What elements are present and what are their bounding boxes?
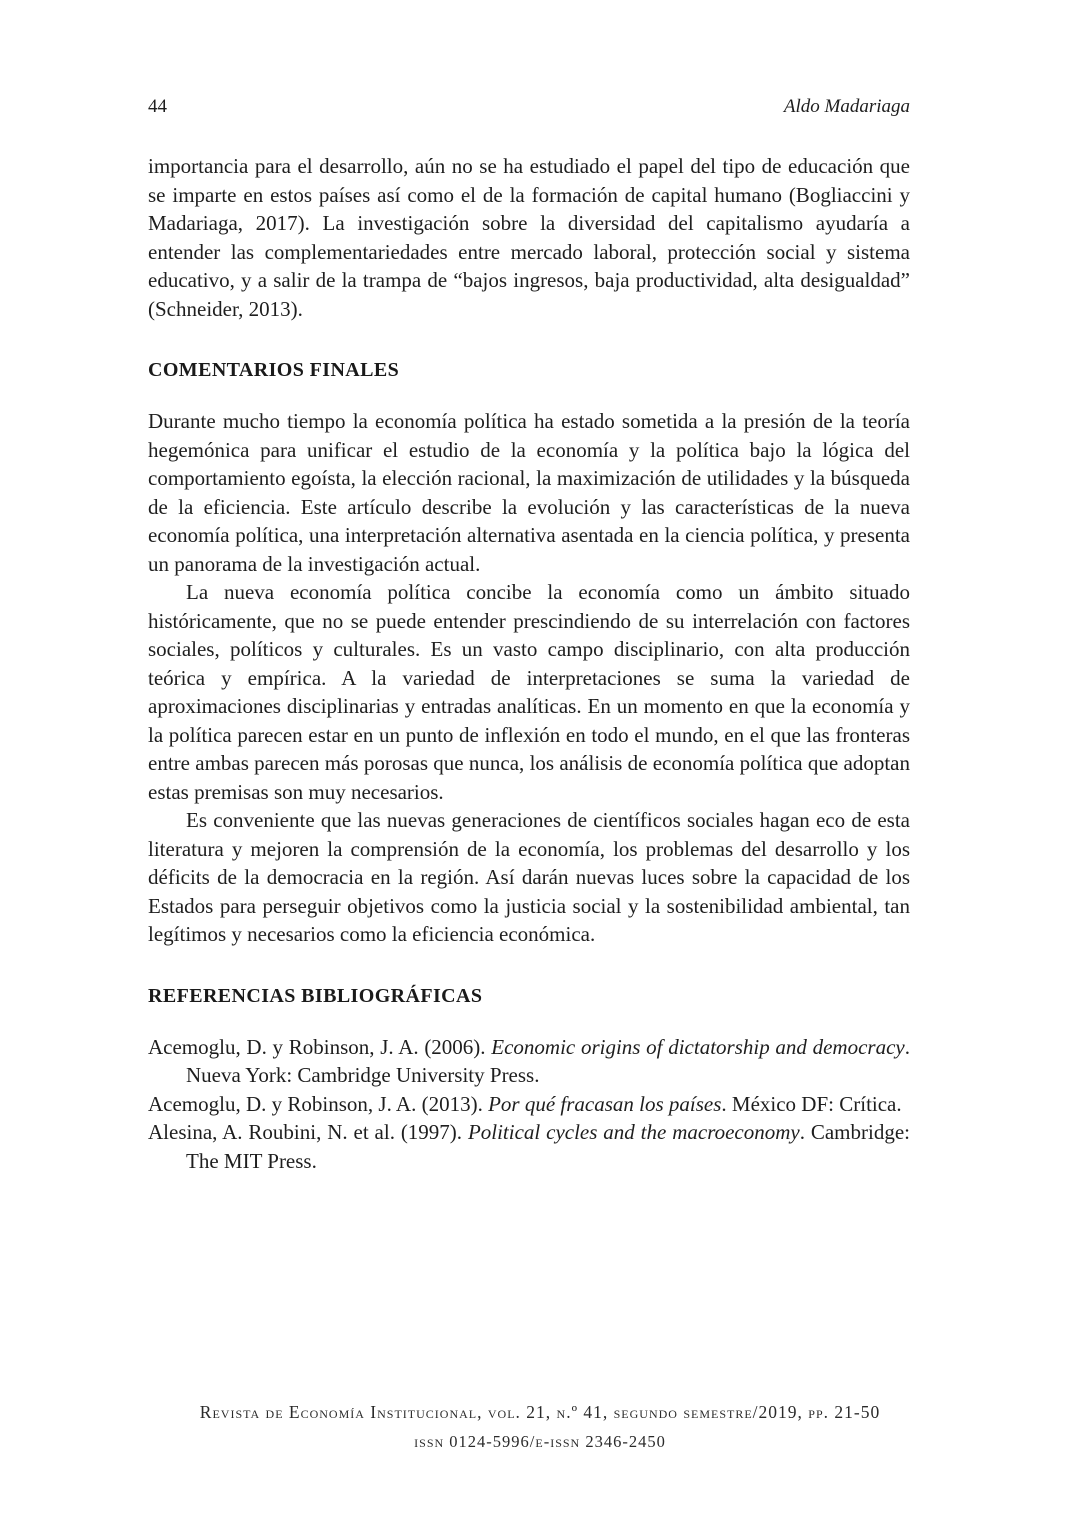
section-heading-comentarios-finales: COMENTARIOS FINALES xyxy=(148,359,400,381)
page-number: 44 xyxy=(148,96,167,117)
reference-authors-year: Alesina, A. Roubini, N. et al. (1997). xyxy=(148,1120,468,1144)
reference-publisher: . Nueva York: Cambridge University Press. xyxy=(186,1034,910,1087)
running-head: Aldo Madariaga xyxy=(783,96,910,117)
journal-info-line: Revista de Economía Institucional, vol. 21, n.º 41, segundo semestre/2019, pp. 21-50 xyxy=(199,1402,881,1422)
reference-title: Por qué fracasan los países xyxy=(488,1091,722,1116)
paragraph-final-comments-2: La nueva economía política concibe la economía como un ámbito situado históricamente, que no se puede entender prescindiendo de su interrelación con factores sociales, políticos y culturales. Es un vasto campo disciplinario, con alta producción teórica y empírica. A la variedad de interpretaciones se suma la variedad de aproximaciones disciplinarias y entradas analíticas. En un momento en que la economía y la política parecen estar en un punto de inflexión en todo el mundo, en el que las fronteras entre ambas parecen más porosas que nunca, los análisis de economía política que adoptan estas premisas son muy necesarios. xyxy=(148,580,910,804)
reference-title: Economic origins of dictatorship and democracy xyxy=(491,1034,905,1059)
intro-paragraph: importancia para el desarrollo, aún no se ha estudiado el papel del tipo de educación que se imparte en estos países así como el de la formación de capital humano (Bogliaccini y Madariaga, 2017). La investigación sobre la diversidad del capitalismo ayudaría a entender las complementariedades entre mercado laboral, protección social y sistema educativo, y a salir de la trampa de “bajos ingresos, baja productividad, alta desigualdad” (Schneider, 2013). xyxy=(148,154,910,321)
reference-entry-3 xyxy=(148,1118,910,1175)
reference-authors-year: Acemoglu, D. y Robinson, J. A. (2006). xyxy=(148,1034,492,1059)
reference-publisher: . Cambridge: The MIT Press. xyxy=(186,1120,910,1173)
paragraph-final-comments-3: Es conveniente que las nuevas generaciones de científicos sociales hagan eco de esta literatura y mejoren la comprensión de la economía, los problemas del desarrollo y los déficits de la democracia en la región. Así darán nuevas luces sobre la capacidad de los Estados para perseguir objetivos como la justicia social y la sostenibilidad ambiental, tan legítimos y necesarios como la eficiencia económica. xyxy=(148,808,910,946)
page-header xyxy=(148,96,910,118)
article-body xyxy=(148,152,910,1175)
reference-entry-1 xyxy=(148,1033,910,1090)
reference-entry-2 xyxy=(148,1090,910,1119)
paragraph-final-comments-1: Durante mucho tiempo la economía política ha estado sometida a la presión de la teoría hegemónica para unificar el estudio de la economía y la política bajo la lógica del comportamiento egoísta, la elección racional, la maximización de utilidades y la búsqueda de la eficiencia. Este artículo describe la evolución y las características de la nueva economía política, una interpretación alternativa asentada en la ciencia política, y presenta un panorama de la investigación actual. xyxy=(148,409,910,576)
reference-publisher: . México DF: Crítica. xyxy=(721,1091,902,1116)
issn-line: issn 0124-5996/e-issn 2346-2450 xyxy=(414,1432,666,1451)
section-heading-referencias: REFERENCIAS BIBLIOGRÁFICAS xyxy=(148,984,483,1007)
reference-list xyxy=(148,1033,910,1176)
page-footer xyxy=(0,1402,1080,1452)
reference-title: Political cycles and the macroeconomy xyxy=(467,1120,800,1144)
reference-authors-year: Acemoglu, D. y Robinson, J. A. (2013). xyxy=(148,1091,489,1116)
